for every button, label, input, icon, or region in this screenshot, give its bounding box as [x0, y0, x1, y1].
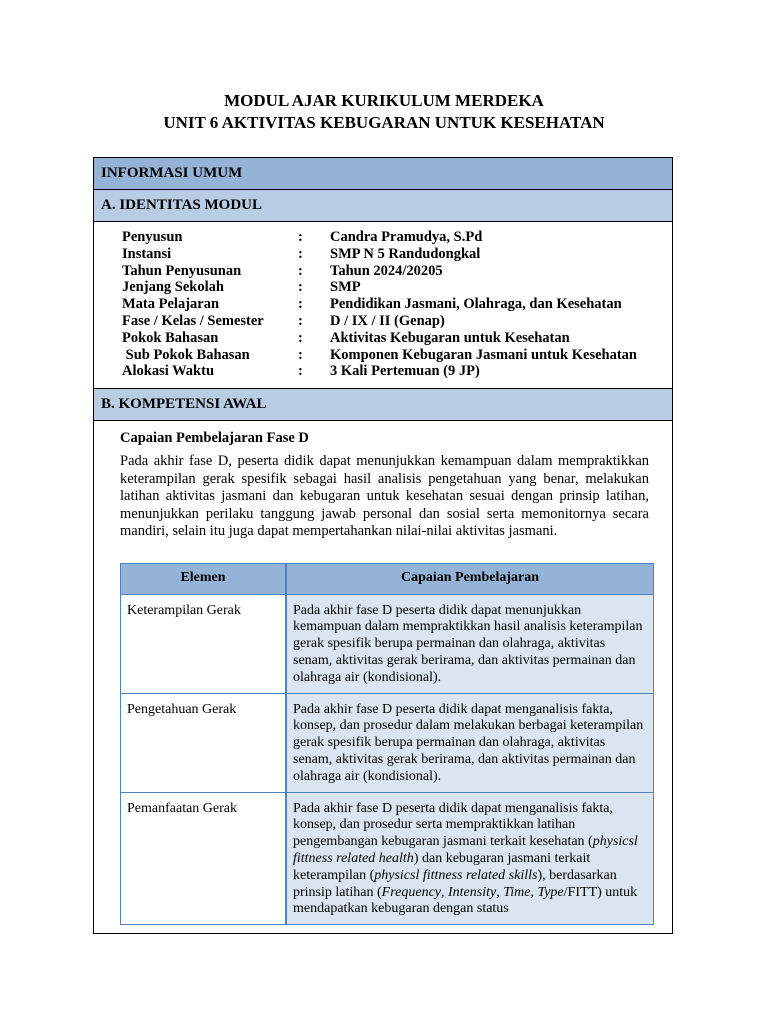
identitas-key: Mata Pelajaran — [122, 296, 220, 313]
desc-text: , — [441, 884, 448, 900]
desc-text: , — [496, 884, 504, 900]
desc-text: /FITT) untuk mendapatkan kebugaran dengan status — [293, 884, 638, 917]
identitas-key: Pokok Bahasan — [122, 329, 219, 346]
identitas-row — [122, 246, 672, 263]
identitas-colon: : — [298, 229, 303, 245]
table-header-row — [121, 563, 654, 594]
identitas-colon: : — [298, 279, 303, 296]
identitas-row — [122, 330, 672, 347]
cp-paragraph: Pada akhir fase D, peserta didik dapat menunjukkan kemampuan dalam mempraktikkan keterampilan gerak spesifik sebagai hasil analisis pengetahuan yang benar, melakukan latihan aktivitas jasmani dan kebugaran untuk kesehatan sesuai dengan prinsip latihan, menunjukkan perilaku tanggung jawab personal dan sosial serta memonitornya secara mandiri, selain itu juga dapat mempertahankan nilai-nilai aktivitas jasmani. — [120, 453, 649, 540]
identitas-modul-list — [94, 222, 672, 389]
desc-cell: Pada akhir fase D peserta didik dapat menunjukkan kemampuan dalam mempraktikkan hasil analisis keterampilan gerak spesifik berupa permainan dan olahraga, aktivitas senam, aktivitas gerak berirama, dan aktivitas permainan dan olahraga air (kondisional). — [286, 594, 654, 693]
identitas-key: Fase / Kelas / Semester — [122, 312, 264, 329]
desc-text: Pada akhir fase D peserta didik dapat menganalisis fakta, konsep, dan prosedur serta mempraktikkan latihan pengembangan kebugaran jasmani terkait kesehatan ( — [293, 800, 613, 850]
desc-italic: Type — [537, 884, 564, 900]
element-cell: Pemanfaatan Gerak — [121, 792, 287, 925]
module-table — [93, 157, 673, 934]
identitas-modul-header: A. IDENTITAS MODUL — [94, 190, 672, 222]
desc-italic: Time — [503, 884, 531, 900]
identitas-colon: : — [298, 296, 303, 313]
identitas-key: Sub Pokok Bahasan — [122, 346, 250, 363]
informasi-umum-header: INFORMASI UMUM — [94, 158, 672, 190]
identitas-key: Penyusun — [122, 229, 183, 245]
identitas-value: Pendidikan Jasmani, Olahraga, dan Kesehatan — [330, 296, 622, 313]
desc-text: ) dan kebugaran jasmani terkait keterampilan ( — [293, 851, 591, 883]
identitas-row — [122, 229, 672, 246]
identitas-value: Aktivitas Kebugaran untuk Kesehatan — [330, 329, 570, 346]
desc-cell: Pada akhir fase D peserta didik dapat menganalisis fakta, konsep, dan prosedur dalam melakukan berbagai keterampilan gerak spesifik berupa permainan dan olahraga, aktivitas senam, aktivitas gerak berirama, dan aktivitas permainan dan olahraga air (kondisional). — [286, 693, 654, 792]
desc-italic: Frequency — [381, 884, 441, 900]
header-elemen: Elemen — [121, 563, 287, 594]
element-cell: Pengetahuan Gerak — [121, 693, 287, 792]
desc-text: ), berdasarkan prinsip latihan ( — [293, 867, 617, 900]
title-line-1: MODUL AJAR KURIKULUM MERDEKA — [224, 91, 544, 110]
identitas-row — [122, 279, 672, 296]
kompetensi-awal-body — [94, 421, 672, 925]
identitas-row — [122, 296, 672, 313]
desc-italic: physicsl fittness related health — [293, 834, 638, 867]
identitas-row — [122, 263, 672, 280]
identitas-colon: : — [298, 312, 303, 329]
capaian-table — [120, 563, 654, 926]
identitas-value: Candra Pramudya, S.Pd — [330, 229, 483, 245]
header-capaian: Capaian Pembelajaran — [286, 563, 654, 594]
identitas-colon: : — [298, 346, 303, 363]
identitas-colon: : — [298, 329, 303, 346]
identitas-key: Tahun Penyusunan — [122, 262, 242, 279]
identitas-value: Komponen Kebugaran Jasmani untuk Kesehatan — [330, 346, 637, 363]
table-row — [121, 792, 654, 925]
identitas-colon: : — [298, 363, 303, 380]
identitas-key: Jenjang Sekolah — [122, 279, 224, 296]
identitas-value: Tahun 2024/20205 — [330, 262, 443, 279]
identitas-value: D / IX / II (Genap) — [330, 312, 445, 329]
document-title — [0, 90, 768, 134]
identitas-row — [122, 313, 672, 330]
element-cell: Keterampilan Gerak — [121, 594, 287, 693]
identitas-key: Instansi — [122, 245, 172, 262]
identitas-value: SMP N 5 Randudongkal — [330, 245, 481, 262]
identitas-key: Alokasi Waktu — [122, 363, 215, 380]
identitas-value: 3 Kali Pertemuan (9 JP) — [330, 363, 480, 380]
table-row — [121, 693, 654, 792]
kompetensi-awal-header: B. KOMPETENSI AWAL — [94, 389, 672, 421]
title-line-2: UNIT 6 AKTIVITAS KEBUGARAN UNTUK KESEHATAN — [163, 113, 605, 132]
identitas-row — [122, 347, 672, 364]
desc-italic: Intensity — [448, 884, 497, 900]
cp-title: Capaian Pembelajaran Fase D — [120, 430, 309, 447]
identitas-value: SMP — [330, 279, 361, 296]
desc-cell — [286, 792, 654, 925]
desc-text: , — [530, 884, 538, 900]
table-row — [121, 594, 654, 693]
identitas-colon: : — [298, 262, 303, 279]
identitas-colon: : — [298, 245, 303, 262]
desc-italic: physicsl fittness related skills — [374, 867, 538, 883]
identitas-row — [122, 363, 672, 380]
